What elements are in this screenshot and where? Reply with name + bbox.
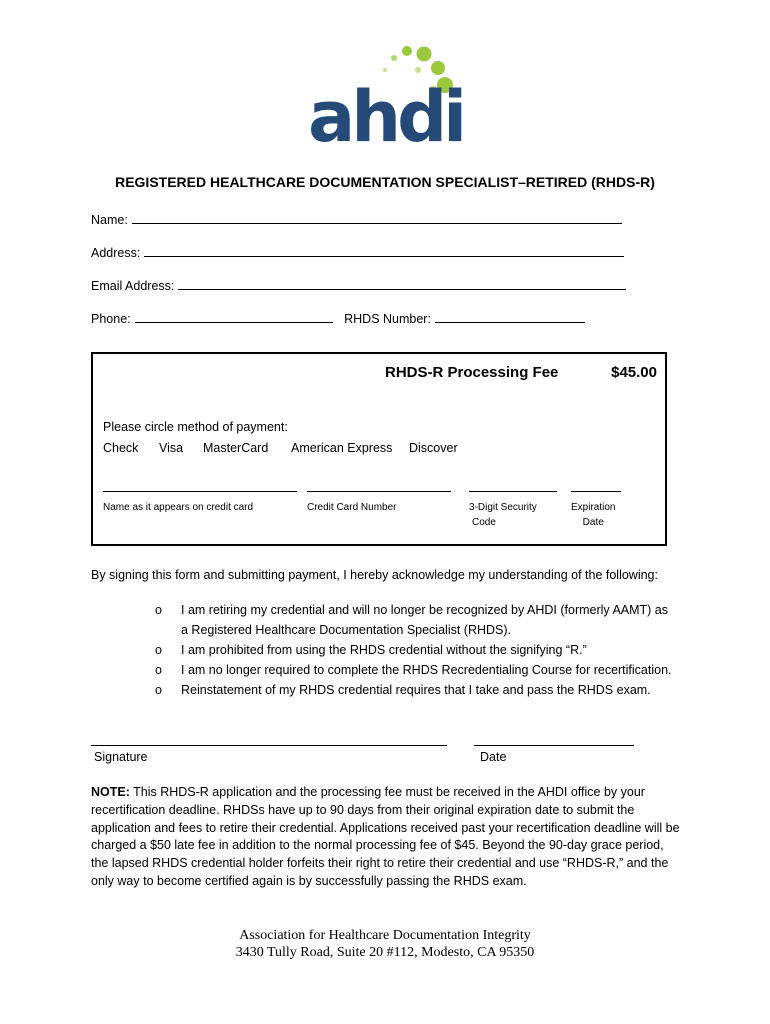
security-code-label-1: 3-Digit Security — [469, 502, 537, 513]
payment-method-check[interactable]: Check — [103, 441, 139, 455]
acknowledgement-list — [155, 600, 675, 700]
security-code-label-2: Code — [472, 517, 496, 528]
note-text: This RHDS-R application and the processing fee must be received in the AHDI office by your recertification deadline. RHDSs have up to 90 days from their original expiration date to submit the application and fees to retire their credential. Applications received past your recertification deadline will be charged a $50 late fee in addition to the normal processing fee of $45. Beyond the 90-day grace period, the lapsed RHDS credential holder forfeits their right to retire their credential and use “RHDS-R,” and the only way to become certified again is by successfully passing the RHDS exam. — [91, 785, 680, 888]
list-item-text: I am retiring my credential and will no longer be recognized by AHDI (formerly AAMT) as a Registered Healthcare Documentation Specialist (RHDS). — [181, 603, 668, 637]
expiration-line[interactable] — [571, 491, 621, 492]
payment-prompt: Please circle method of payment: — [103, 420, 288, 434]
name-label: Name: — [91, 213, 128, 227]
phone-input-line[interactable] — [135, 310, 333, 323]
list-item — [155, 640, 675, 660]
payment-method-discover[interactable]: Discover — [409, 441, 458, 455]
list-item — [155, 660, 675, 680]
date-line[interactable] — [474, 745, 634, 746]
list-item-text: I am no longer required to complete the RHDS Recredentialing Course for recertification. — [181, 663, 672, 677]
address-field[interactable] — [91, 244, 624, 260]
card-number-label: Credit Card Number — [307, 502, 397, 513]
bullet-circle-icon: o — [155, 663, 162, 677]
list-item-text: I am prohibited from using the RHDS credential without the signifying “R.” — [181, 643, 587, 657]
fee-amount: $45.00 — [611, 364, 657, 381]
expiration-label-2: Date — [582, 517, 604, 528]
bullet-circle-icon: o — [155, 603, 162, 617]
phone-field[interactable] — [91, 310, 585, 326]
note-label: NOTE: — [91, 785, 130, 799]
date-label: Date — [480, 750, 507, 764]
list-item — [155, 680, 675, 700]
list-item — [155, 600, 675, 640]
bullet-circle-icon: o — [155, 683, 162, 697]
email-field[interactable] — [91, 277, 626, 293]
footer-org: Association for Healthcare Documentation Integrity — [239, 928, 531, 943]
signature-label: Signature — [94, 750, 148, 764]
security-code-line[interactable] — [469, 491, 557, 492]
fee-title: RHDS-R Processing Fee — [385, 364, 559, 381]
security-code-label — [469, 500, 537, 530]
acknowledgement-intro: By signing this form and submitting payment, I hereby acknowledge my understanding of the following: — [91, 568, 658, 582]
card-name-label: Name as it appears on credit card — [103, 502, 254, 513]
bullet-circle-icon: o — [155, 643, 162, 657]
rhds-number-label: RHDS Number: — [344, 312, 431, 326]
logo-text: ahdi — [308, 76, 464, 158]
signature-line[interactable] — [91, 745, 447, 746]
footer-address: 3430 Tully Road, Suite 20 #112, Modesto, CA 95350 — [235, 945, 535, 960]
payment-method-american-express[interactable]: American Express — [291, 441, 393, 455]
name-field[interactable] — [91, 211, 622, 227]
payment-method-visa[interactable]: Visa — [159, 441, 184, 455]
expiration-label-1: Expiration — [571, 502, 616, 513]
email-label: Email Address: — [91, 279, 175, 293]
address-input-line[interactable] — [144, 244, 624, 257]
address-label: Address: — [91, 246, 141, 260]
name-input-line[interactable] — [132, 211, 622, 224]
expiration-label — [571, 500, 615, 530]
note-paragraph — [91, 784, 681, 891]
phone-label: Phone: — [91, 312, 131, 326]
email-input-line[interactable] — [178, 277, 626, 290]
processing-fee-box — [91, 352, 667, 546]
footer — [0, 927, 770, 961]
rhds-number-input-line[interactable] — [435, 310, 585, 323]
card-number-line[interactable] — [307, 491, 451, 492]
card-name-line[interactable] — [103, 491, 297, 492]
ahdi-logo — [308, 40, 468, 165]
payment-method-mastercard[interactable]: MasterCard — [203, 441, 269, 455]
list-item-text: Reinstatement of my RHDS credential requires that I take and pass the RHDS exam. — [181, 683, 651, 697]
form-title: REGISTERED HEALTHCARE DOCUMENTATION SPECIALIST–RETIRED (RHDS-R) — [115, 174, 655, 190]
